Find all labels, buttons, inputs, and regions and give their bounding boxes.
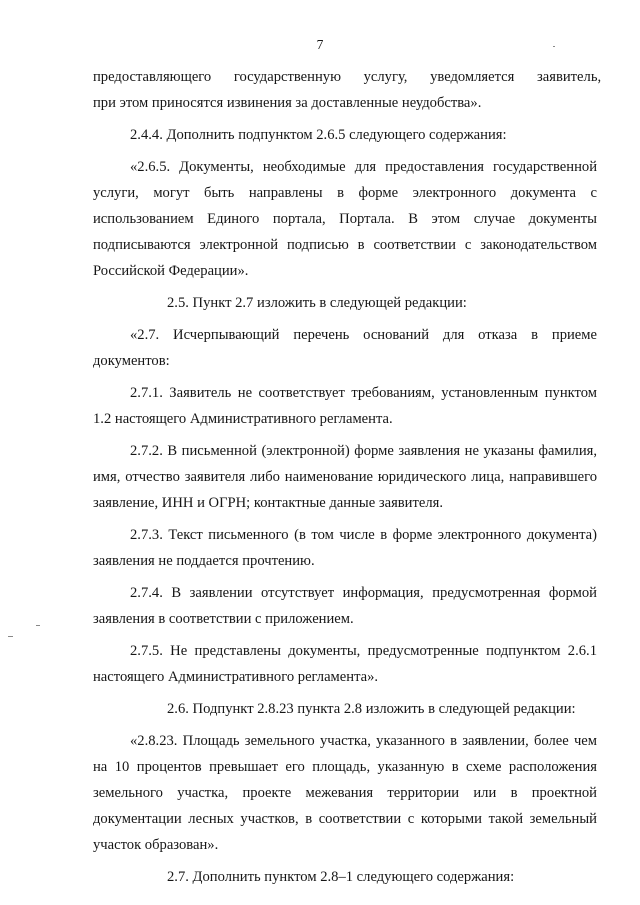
paragraph-2-7-4: 2.7.4. В заявлении отсутствует информация, предусмотренная формой заявления в соответствии с приложением.	[93, 585, 597, 627]
paragraph-2-8-23: «2.8.23. Площадь земельного участка, указанного в заявлении, более чем на 10 процентов превышает его площадь, указанную в схеме расположения земельного участка, проекте межевания территории или в проектной документации лесных участков, в соответствии с которыми такой земельный участок образован».	[93, 733, 597, 853]
paragraph-2-7-add	[93, 864, 597, 890]
paragraph-2-7: «2.7. Исчерпывающий перечень оснований для отказа в приеме документов:	[93, 327, 597, 369]
scan-speck	[553, 46, 555, 47]
paragraph-2-5	[93, 290, 597, 316]
paragraph-2-4-4: 2.4.4. Дополнить подпунктом 2.6.5 следующего содержания:	[130, 127, 507, 143]
document-body	[93, 64, 602, 890]
item-text: Дополнить пунктом 2.8–1 следующего содержания:	[192, 869, 515, 885]
item-number: 2.7.	[167, 869, 189, 885]
item-text: Подпункт 2.8.23 пункта 2.8 изложить в следующей редакции:	[192, 701, 576, 717]
item-number: 2.6.	[167, 701, 189, 717]
paragraph-2-6-5: «2.6.5. Документы, необходимые для предоставления государственной услуги, могут быть направлены в форме электронного документа с использованием Единого портала, Портала. В этом случае документы подписываются электронной подписью в соответствии с законодательством Российской Федерации».	[93, 159, 597, 279]
paragraph-continuation-line-2: при этом приносятся извинения за доставленные неудобства».	[93, 95, 482, 111]
paragraph-2-7-5: 2.7.5. Не представлены документы, предусмотренные подпунктом 2.6.1 настоящего Административного регламента».	[93, 643, 597, 685]
scan-speck	[8, 636, 13, 637]
paragraph-2-7-2: 2.7.2. В письменной (электронной) форме заявления не указаны фамилия, имя, отчество заявителя либо наименование юридического лица, направившего заявление, ИНН и ОГРН; контактные данные заявителя.	[93, 443, 597, 511]
paragraph-2-6	[93, 696, 597, 722]
item-number: 2.5.	[167, 295, 189, 311]
page-number: 7	[316, 37, 324, 52]
scan-speck	[36, 625, 40, 626]
paragraph-continuation-line-1: предоставляющего государственную услугу, уведомляется заявитель,	[93, 69, 602, 85]
paragraph-2-7-3: 2.7.3. Текст письменного (в том числе в форме электронного документа) заявления не поддается прочтению.	[93, 527, 597, 569]
item-text: Пункт 2.7 изложить в следующей редакции:	[192, 295, 467, 311]
paragraph-2-7-1: 2.7.1. Заявитель не соответствует требованиям, установленным пунктом 1.2 настоящего Административного регламента.	[93, 385, 597, 427]
